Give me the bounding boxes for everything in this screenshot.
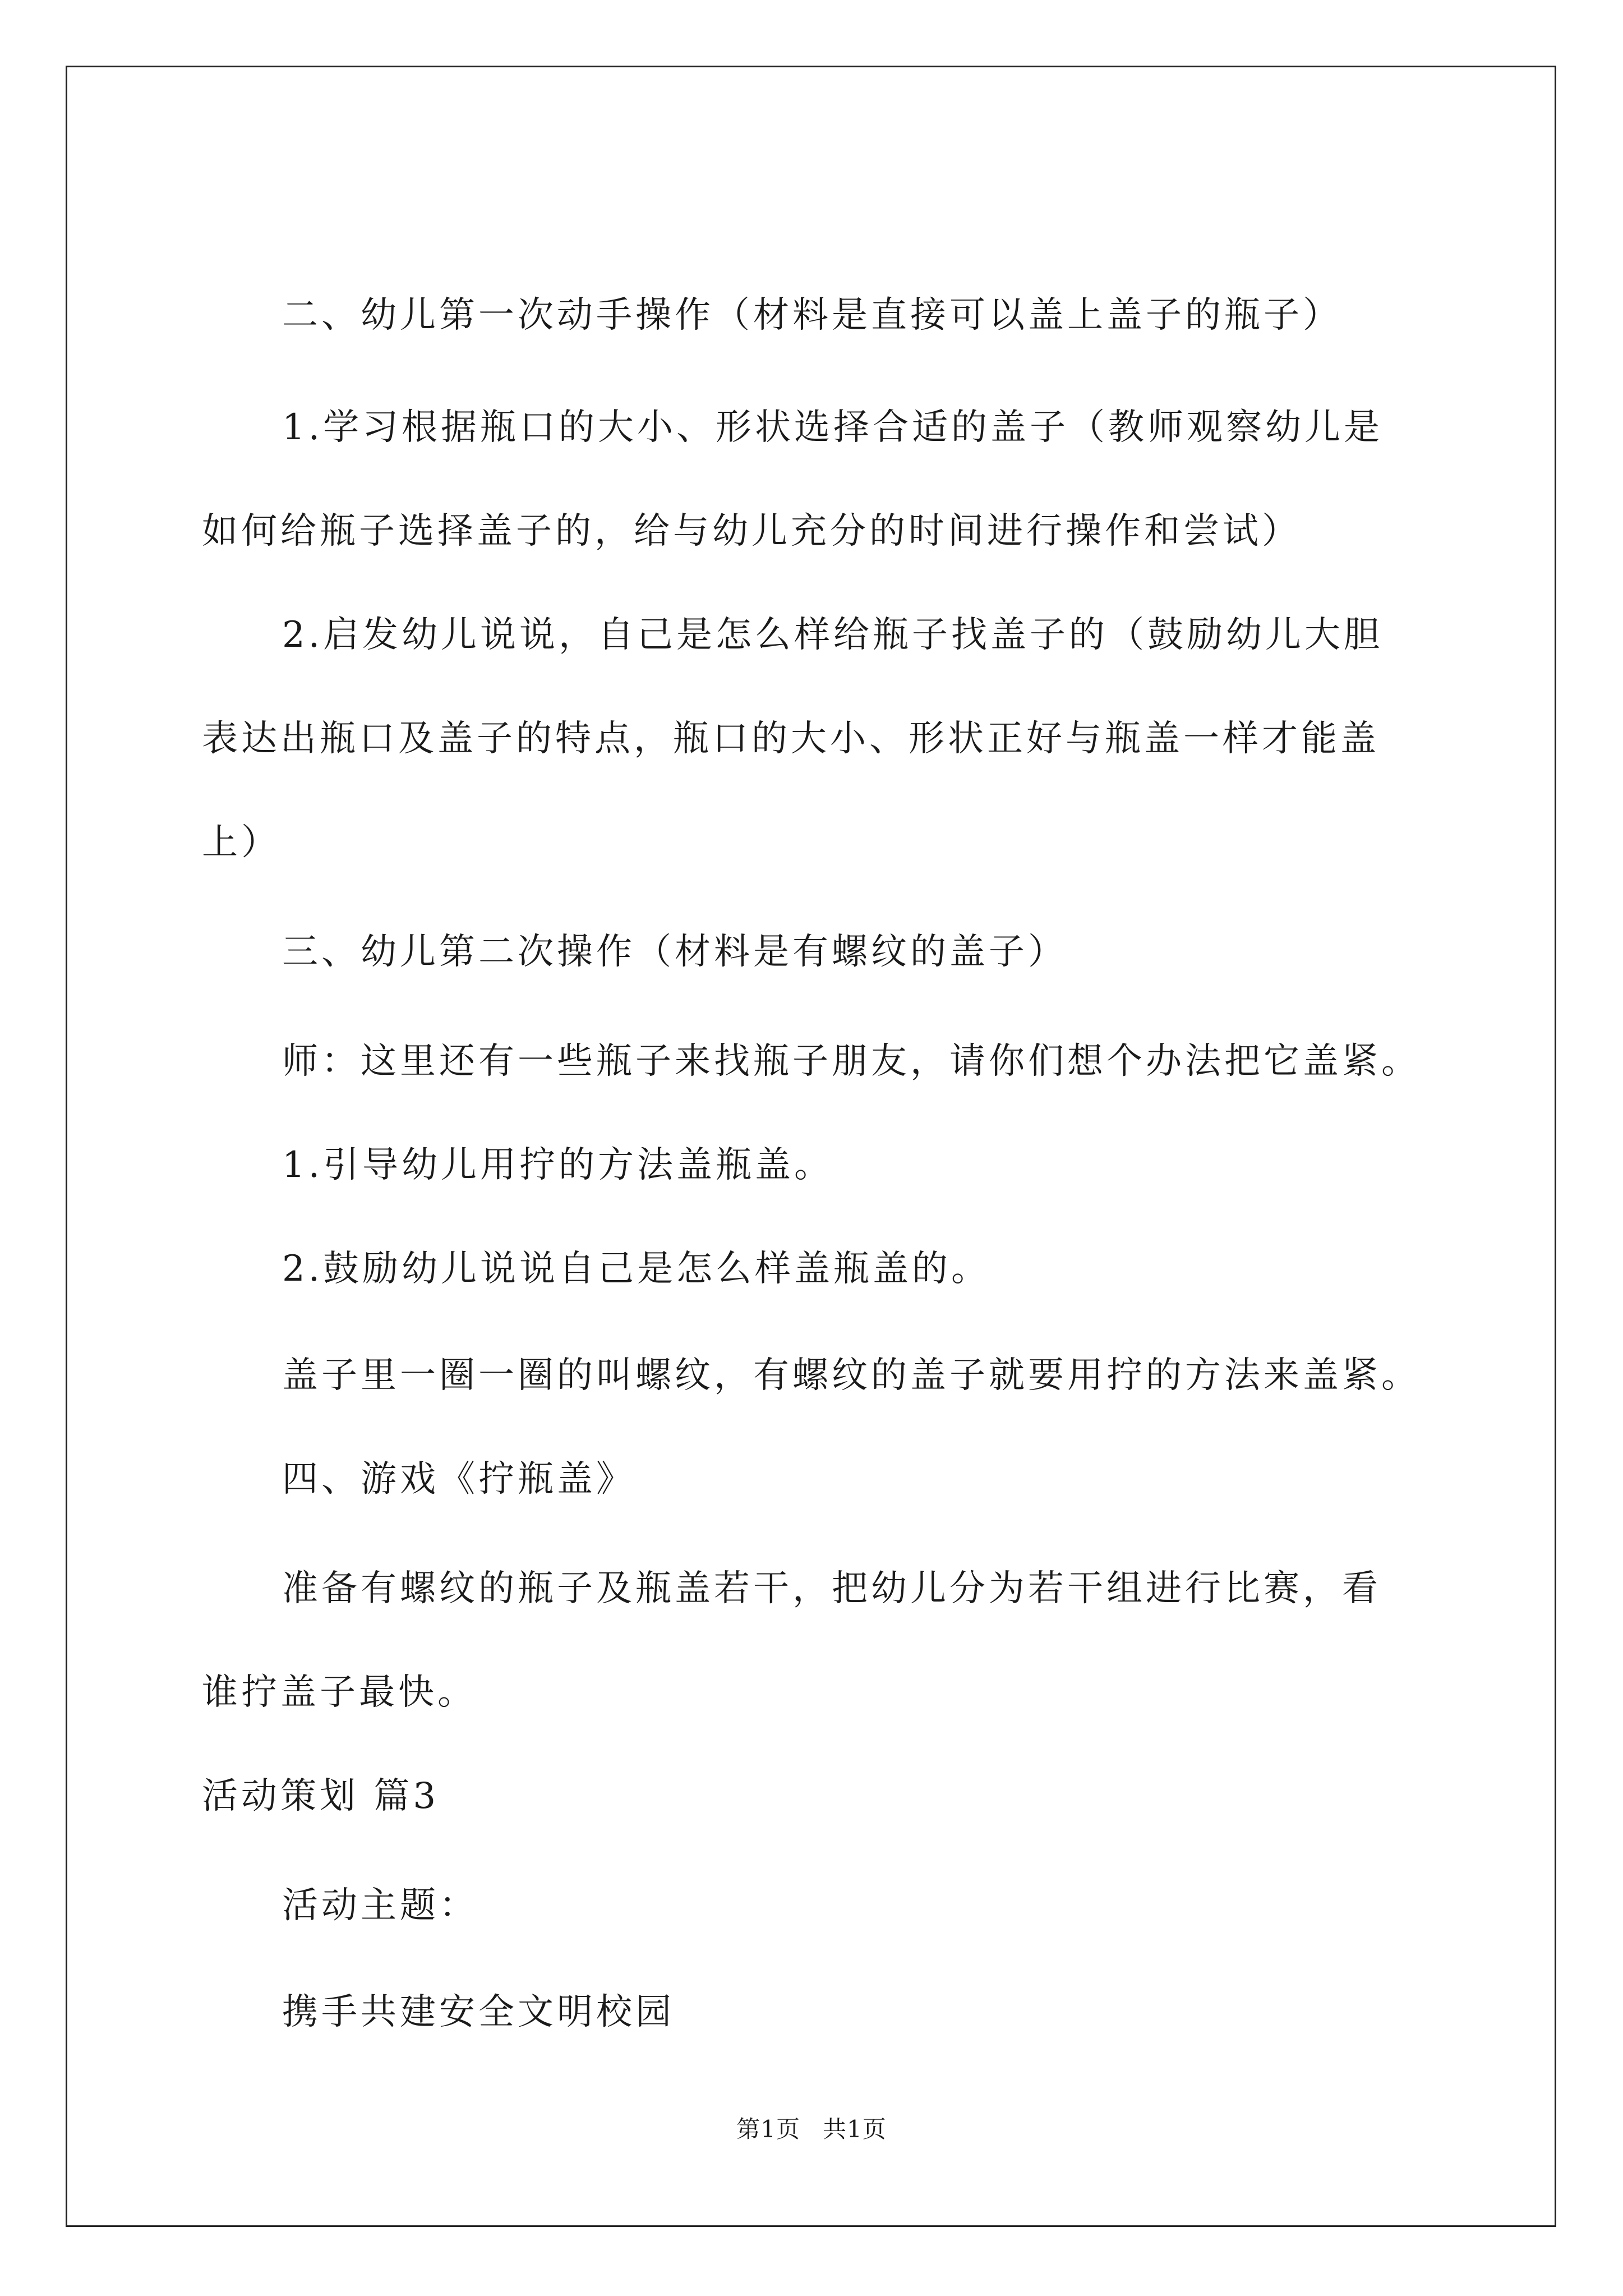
paragraph-line: 如何给瓶子选择盖子的，给与幼儿充分的时间进行操作和尝试）	[202, 510, 1301, 552]
paragraph-line: 表达出瓶口及盖子的特点，瓶口的大小、形状正好与瓶盖一样才能盖	[202, 718, 1380, 760]
paragraph-line: 1.引导幼儿用拧的方法盖瓶盖。	[282, 1144, 834, 1186]
paragraph-line: 1.学习根据瓶口的大小、形状选择合适的盖子（教师观察幼儿是	[282, 407, 1384, 448]
page-number: 第1页	[736, 2115, 800, 2143]
paragraph-line: 师：这里还有一些瓶子来找瓶子朋友，请你们想个办法把它盖紧。	[282, 1041, 1421, 1082]
article-heading: 活动策划 篇3	[202, 1775, 440, 1817]
section-heading-2: 二、幼儿第一次动手操作（材料是直接可以盖上盖子的瓶子）	[282, 295, 1342, 336]
document-body	[67, 67, 1555, 2225]
paragraph-line: 盖子里一圈一圈的叫螺纹，有螺纹的盖子就要用拧的方法来盖紧。	[282, 1355, 1421, 1396]
paragraph-line: 谁拧盖子最快。	[202, 1672, 477, 1713]
page-frame	[66, 66, 1556, 2227]
paragraph-line: 活动主题：	[282, 1885, 478, 1926]
paragraph-line: 2.鼓励幼儿说说自己是怎么样盖瓶盖的。	[282, 1248, 991, 1290]
page-footer	[0, 2113, 1623, 2146]
paragraph-line: 准备有螺纹的瓶子及瓶盖若干，把幼儿分为若干组进行比赛，看	[282, 1568, 1381, 1609]
page-total: 共1页	[823, 2115, 887, 2143]
paragraph-line: 携手共建安全文明校园	[282, 1991, 675, 2033]
section-heading-3: 三、幼儿第二次操作（材料是有螺纹的盖子）	[282, 931, 1067, 973]
section-heading-4: 四、游戏《拧瓶盖》	[282, 1458, 635, 1500]
paragraph-line: 上）	[202, 822, 280, 863]
paragraph-line: 2.启发幼儿说说，自己是怎么样给瓶子找盖子的（鼓励幼儿大胆	[282, 614, 1384, 656]
